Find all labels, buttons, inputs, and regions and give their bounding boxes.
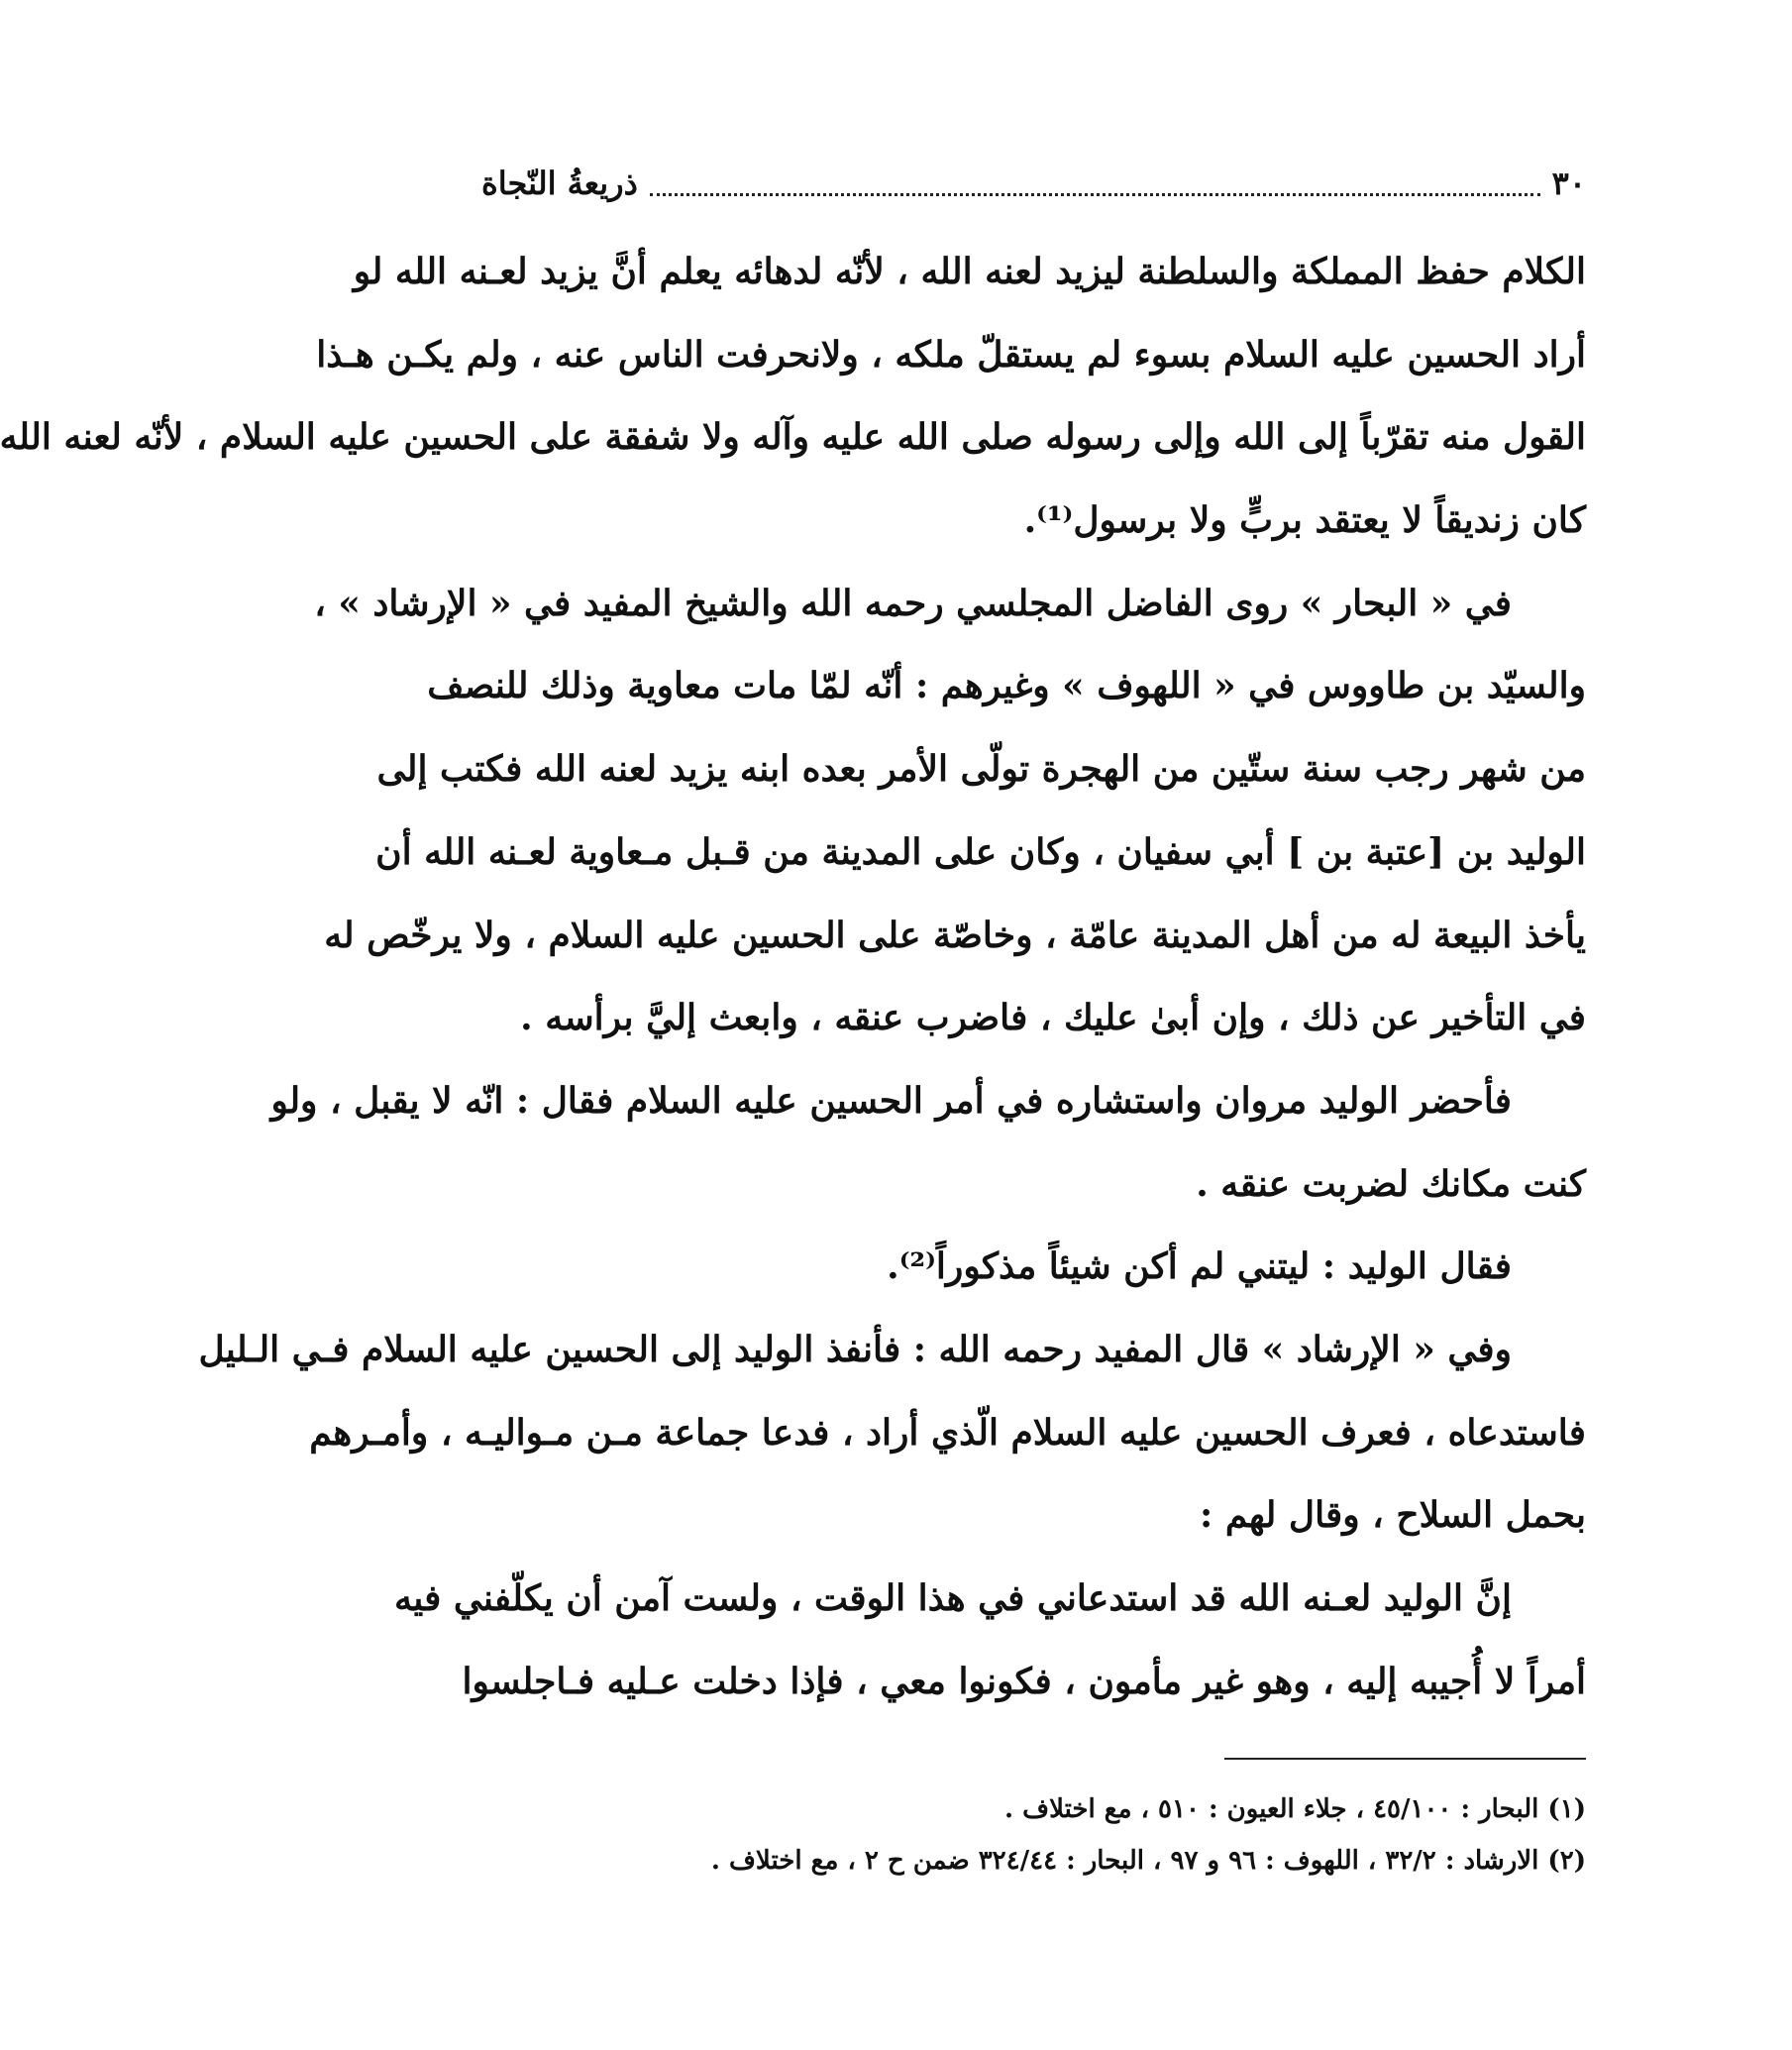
body-line: في « البحار » روى الفاضل المجلسي رحمه الله والشيخ المفيد في « الإرشاد » ،	[314, 582, 1512, 624]
body-text	[0, 231, 1586, 1723]
body-line: إنَّ الوليد لعـنه الله قد استدعاني في هذا الوقت ، ولست آمن أن يكلّفني فيه	[393, 1577, 1512, 1619]
running-title: ذريعةُ النّجاة	[481, 164, 638, 202]
body-line: الوليد بن [عتبة بن ] أبي سفيان ، وكان على المدينة من قـبل مـعاوية لعـنه الله أن	[375, 830, 1586, 873]
header-dot-leader	[650, 171, 1540, 196]
body-line: والسيّد بن طاووس في « اللهوف » وغيرهم : أنّه لمّا مات معاوية وذلك للنصف	[427, 665, 1586, 707]
body-line: من شهر رجب سنة ستّين من الهجرة تولّى الأمر بعده ابنه يزيد لعنه الله فكتب إلى	[376, 748, 1586, 791]
footnotes	[481, 1783, 1586, 1887]
footnote: (٢) الارشاد : ٣٢/٢ ، اللهوف : ٩٦ و ٩٧ ، البحار : ٣٢٤/٤٤ ضمن ح ٢ ، مع اختلاف .	[710, 1846, 1586, 1876]
footnote-separator	[1224, 1758, 1586, 1760]
body-line: كنت مكانك لضربت عنقه .	[1196, 1162, 1586, 1205]
footnote: (١) البحار : ٤٥/١٠٠ ، جلاء العيون : ٥١٠ ، مع اختلاف .	[1004, 1794, 1586, 1824]
body-line: الكلام حفظ المملكة والسلطنة ليزيد لعنه الله ، لأنّه لدهائه يعلم أنَّ يزيد لعـنه الله لو	[353, 251, 1586, 292]
page-number: ٣٠	[1551, 164, 1586, 202]
body-line: يأخذ البيعة له من أهل المدينة عامّة ، وخاصّة على الحسين عليه السلام ، ولا يرخّص له	[324, 914, 1586, 956]
body-line: فقال الوليد : ليتني لم أكن شيئاً مذكوراً⁽²⁾.	[887, 1245, 1512, 1288]
body-line: وفي « الإرشاد » قال المفيد رحمه الله : فأنفذ الوليد إلى الحسين عليه السلام فـي الـليل	[198, 1328, 1512, 1370]
body-line: أراد الحسين عليه السلام بسوء لم يستقلّ ملكه ، ولانحرفت الناس عنه ، ولم يكـن هـذا	[316, 333, 1586, 376]
body-line: في التأخير عن ذلك ، وإن أبىٰ عليك ، فاضرب عنقه ، وابعث إليَّ برأسه .	[520, 997, 1586, 1039]
body-line: فأحضر الوليد مروان واستشاره في أمر الحسين عليه السلام فقال : انّه لا يقبل ، ولو	[270, 1079, 1512, 1122]
body-line: أمراً لا أُجيبه إليه ، وهو غير مأمون ، فكونوا معي ، فإذا دخلت عـليه فـاجلسوا	[462, 1660, 1586, 1702]
body-line: فاستدعاه ، فعرف الحسين عليه السلام الّذي أراد ، فدعا جماعة مـن مـواليـه ، وأمـرهم	[309, 1411, 1586, 1454]
body-line: كان زنديقاً لا يعتقد بربٍّ ولا برسول⁽¹⁾.	[1023, 499, 1586, 542]
body-line: القول منه تقرّباً إلى الله وإلى رسوله صلى الله عليه وآله ولا شفقة على الحسين عليه السلام ، لأنّه لعنه الله	[0, 416, 1586, 459]
body-line: بحمل السلاح ، وقال لهم :	[1200, 1494, 1586, 1537]
page-header	[481, 159, 1586, 208]
